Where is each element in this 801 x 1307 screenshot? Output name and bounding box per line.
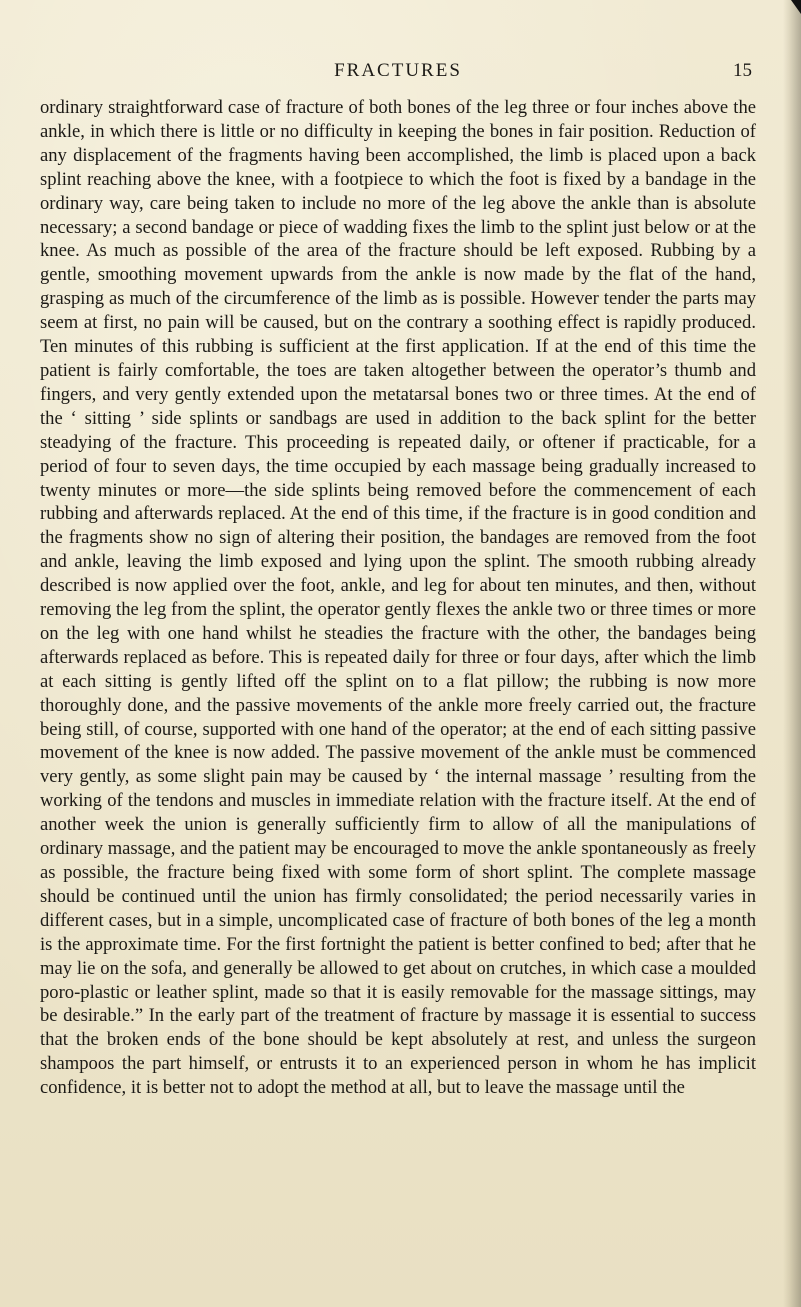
running-head	[40, 60, 756, 90]
body-text	[40, 96, 756, 1100]
corner-mark	[791, 0, 801, 14]
page-number: 15	[733, 60, 752, 81]
paragraph: ordinary straightforward case of fracture of both bones of the leg three or four inches above the ankle, in which there is little or no difficulty in keeping the bones in fair position. Reduction of any displacement of the fragments having been accomplished, the limb is placed upon a back splint reaching above the knee, with a footpiece to which the foot is fixed by a bandage in the ordinary way, care being taken to include no more of the leg above the ankle than is absolute necessary; a second bandage or piece of wadding fixes the limb to the splint just below or at the knee. As much as possible of the area of the fracture should be left exposed. Rubbing by a gentle, smoothing movement upwards from the ankle is now made by the flat of the hand, grasping as much of the circumference of the limb as is possible. However tender the parts may seem at first, no pain will be caused, but on the contrary a soothing effect is rapidly produced. Ten minutes of this rubbing is sufficient at the first application. If at the end of this time the patient is fairly comfortable, the toes are taken altogether between the operator’s thumb and fingers, and very gently extended upon the metatarsal bones two or three times. At the end of the ‘ sitting ’ side splints or sandbags are used in addition to the back splint for the better steadying of the fracture. This proceeding is repeated daily, or oftener if practicable, for a period of four to seven days, the time occupied by each massage being gradually increased to twenty minutes or more—the side splints being removed before the commencement of each rubbing and afterwards replaced. At the end of this time, if the fracture is in good condition and the fragments show no sign of altering their position, the bandages are removed from the foot and ankle, leaving the limb exposed and lying upon the splint. The smooth rubbing already described is now applied over the foot, ankle, and leg for about ten minutes, and then, without removing the leg from the splint, the operator gently flexes the ankle two or three times or more on the leg with one hand whilst he steadies the fracture with the other, the bandages being afterwards replaced as before. This is repeated daily for three or four days, after which the limb at each sitting is gently lifted off the splint on to a flat pillow; the rubbing is now more thoroughly done, and the passive movements of the ankle more freely carried out, the fracture being still, of course, supported with one hand of the operator; at the end of each sitting passive movement of the knee is now added. The passive movement of the ankle must be commenced very gently, as some slight pain may be caused by ‘ the internal massage ’ resulting from the working of the tendons and muscles in immediate relation with the fracture itself. At the end of another week the union is generally sufficiently firm to allow of all the manipulations of ordinary massage, and the patient may be encouraged to move the ankle spontaneously as freely as possible, the fracture being fixed with some form of short splint. The complete massage should be continued until the union has firmly consolidated; the period necessarily varies in different cases, but in a simple, uncomplicated case of fracture of both bones of the leg a month is the approximate time. For the first fortnight the patient is better confined to bed; after that he may lie on the sofa, and generally be allowed to get about on crutches, in which case a moulded poro-plastic or leather splint, made so that it is easily removable for the massage sittings, may be desirable.” In the early part of the treatment of fracture by massage it is essential to success that the broken ends of the bone should be kept absolutely at rest, and unless the surgeon shampoos the part himself, or entrusts it to an experienced person in whom he has implicit confidence, it is better not to adopt the method at all, but to leave the massage until the	[40, 97, 756, 1099]
page-edge-shadow	[783, 0, 801, 1307]
page-title: FRACTURES	[334, 60, 462, 81]
